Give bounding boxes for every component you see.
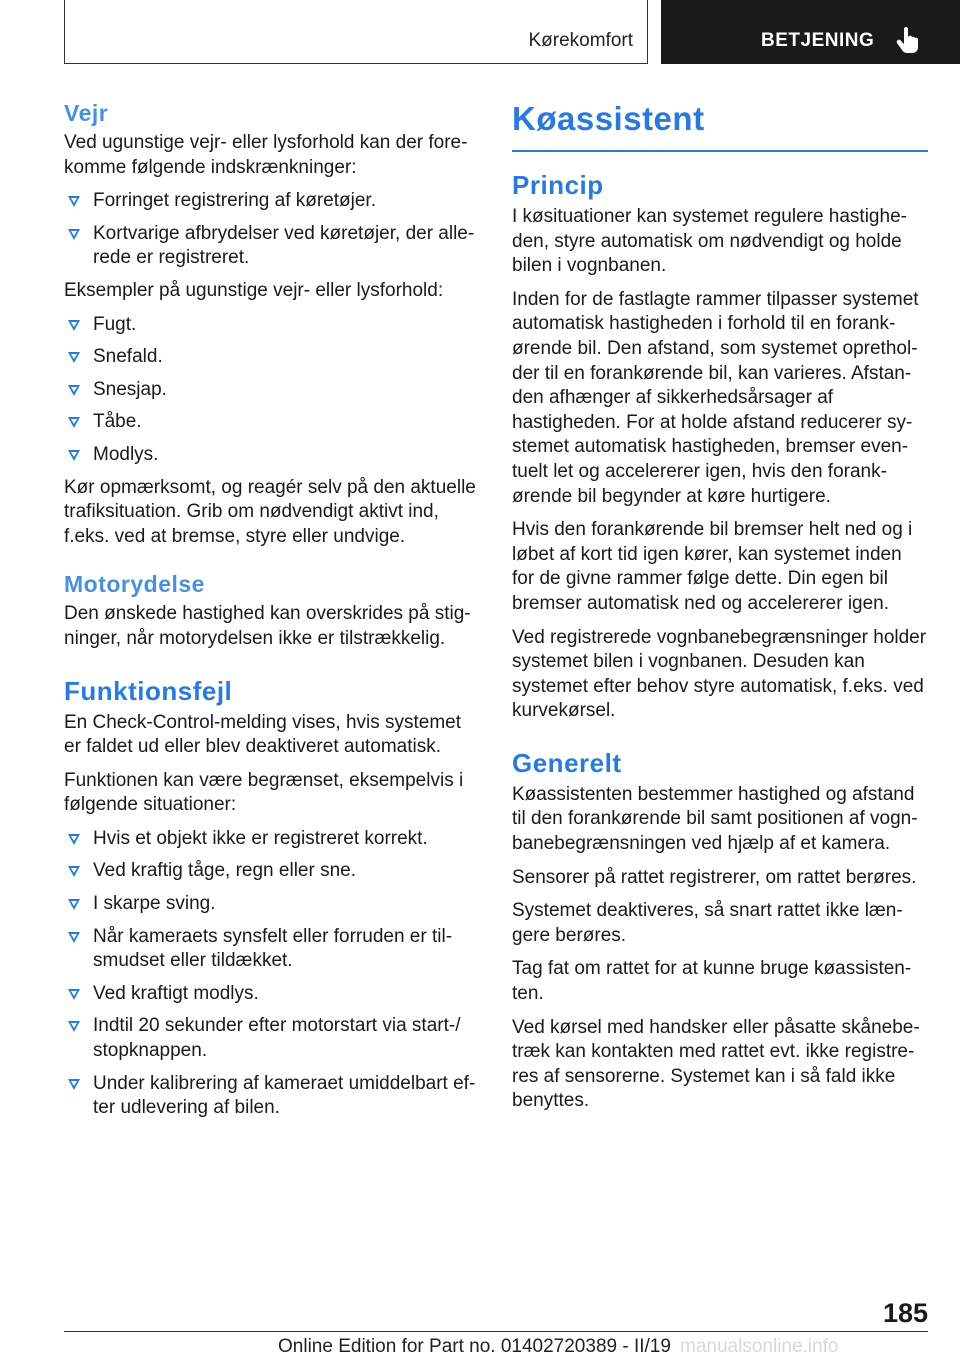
generelt-p5: Ved kørsel med handsker eller påsatte skånebetræk kan kontakten med rattet evt. ikke registreres af sensorerne. Systemet kan i så fald ikke benyttes. <box>512 1016 920 1112</box>
title-divider <box>512 150 928 152</box>
funktionsfejl-text2: Funktionen kan være begrænset, eksempelvis i følgende situationer: <box>64 769 464 816</box>
triangle-bullet-icon <box>68 320 80 331</box>
princip-p4: Ved registrerede vognbanebegrænsninger holder systemet bilen i vognbanen. Desuden kan systemet efter behov styre automatisk, f.eks. ved kurvekørsel. <box>512 626 927 722</box>
princip-p1: I køsituationer kan systemet regulere hastigheden, styre automatisk om nødvendigt og holde bilen i vognbanen. <box>512 206 907 277</box>
triangle-bullet-icon <box>68 417 80 428</box>
heading-motorydelse: Motorydelse <box>64 571 205 598</box>
list-item: Snefald. <box>64 345 476 370</box>
heading-funktionsfejl: Funktionsfejl <box>64 675 233 706</box>
generelt-p1: Køassistenten bestemmer hastighed og afstand til den forankørende bil samt positionen af vognbanebegrænsningen ved hjælp af et kamera. <box>512 783 918 855</box>
generelt-p4: Tag fat om rattet for at kunne bruge køassistenten. <box>512 958 912 1005</box>
triangle-bullet-icon <box>68 932 80 943</box>
vejr-advice: Kør opmærksomt, og reagér selv på den aktuelle trafiksituation. Grib om nødvendigt aktivt ind, f.eks. ved at bremse, styre eller undvige. <box>64 476 476 547</box>
section-title: Kørekomfort <box>528 30 633 51</box>
list-item: Modlys. <box>64 443 476 468</box>
vejr-list <box>64 189 476 271</box>
footer-edition: Online Edition for Part no. 01402720389 - II/19 <box>278 1336 671 1357</box>
triangle-bullet-icon <box>68 450 80 461</box>
triangle-bullet-icon <box>68 352 80 363</box>
triangle-bullet-icon <box>68 1021 80 1032</box>
examples-list <box>64 313 476 468</box>
funktionsfejl-list <box>64 827 476 1121</box>
generelt-p3: Systemet deaktiveres, så snart rattet ikke længere berøres. <box>512 900 903 946</box>
header-section-tab <box>64 0 648 64</box>
heading-vejr: Vejr <box>64 100 109 126</box>
triangle-bullet-icon <box>68 899 80 910</box>
hand-pointer-icon <box>895 26 921 54</box>
footer-divider <box>64 1331 928 1332</box>
list-item: Snesjap. <box>64 378 476 403</box>
triangle-bullet-icon <box>68 196 80 207</box>
list-item: Kortvarige afbrydelser ved køretøjer, der allerede er registreret. <box>64 222 476 271</box>
left-column <box>64 100 476 1129</box>
page-number: 185 <box>882 1298 928 1328</box>
triangle-bullet-icon <box>68 989 80 1000</box>
heading-generelt: Generelt <box>512 747 622 778</box>
list-item: Indtil 20 sekunder efter motorstart via start-/ stopknappen. <box>64 1014 476 1063</box>
list-item: I skarpe sving. <box>64 892 476 917</box>
list-item: Ved kraftigt modlys. <box>64 982 476 1007</box>
list-item: Under kalibrering af kameraet umiddelbart efter udlevering af bilen. <box>64 1072 476 1121</box>
princip-p2: Inden for de fastlagte rammer tilpasser systemet automatisk hastigheden i forhold til en forankørende bil. Den afstand, som systemet opretholder til en forankørende bil, kan varieres. Afstanden afhænger af sikkerhedsårsager af hastigheden. For at holde afstand reducerer systemet automatisk hastigheden, bremser eventuelt let og accelererer igen, hvis den forankørende bil begynder at køre hurtigere. <box>512 288 919 507</box>
princip-p3: Hvis den forankørende bil bremser helt ned og i løbet af kort tid igen kører, kan systemet inden for de givne rammer følge dette. Din egen bil bremser automatisk ned og accelererer igen. <box>512 519 913 614</box>
vejr-intro: Ved ugunstige vejr- eller lysforhold kan der forekomme følgende indskrænkninger: <box>64 132 468 178</box>
triangle-bullet-icon <box>68 385 80 396</box>
right-column <box>512 100 928 1123</box>
heading-princip: Princip <box>512 170 604 200</box>
examples-intro: Eksempler på ugunstige vejr- eller lysforhold: <box>64 279 444 301</box>
list-item: Forringet registrering af køretøjer. <box>64 189 476 214</box>
chapter-title: BETJENING <box>761 30 875 51</box>
page-title: Køassistent <box>512 100 705 137</box>
funktionsfejl-text1: En Check-Control-melding vises, hvis systemet er faldet ud eller blev deaktiveret automatisk. <box>64 711 462 758</box>
triangle-bullet-icon <box>68 834 80 845</box>
triangle-bullet-icon <box>68 866 80 877</box>
triangle-bullet-icon <box>68 1079 80 1090</box>
list-item: Hvis et objekt ikke er registreret korrekt. <box>64 827 476 852</box>
list-item: Tåbe. <box>64 410 476 435</box>
list-item: Fugt. <box>64 313 476 338</box>
header-chapter-tab <box>661 0 960 64</box>
motorydelse-text: Den ønskede hastighed kan overskrides på stigninger, når motorydelsen ikke er tilstrækkelig. <box>64 603 471 649</box>
list-item: Når kameraets synsfelt eller forruden er tilsmudset eller tildækket. <box>64 925 476 974</box>
triangle-bullet-icon <box>68 229 80 240</box>
list-item: Ved kraftig tåge, regn eller sne. <box>64 859 476 884</box>
watermark-logo: manualsonline.info <box>680 1336 839 1357</box>
generelt-p2: Sensorer på rattet registrerer, om rattet berøres. <box>512 866 917 888</box>
